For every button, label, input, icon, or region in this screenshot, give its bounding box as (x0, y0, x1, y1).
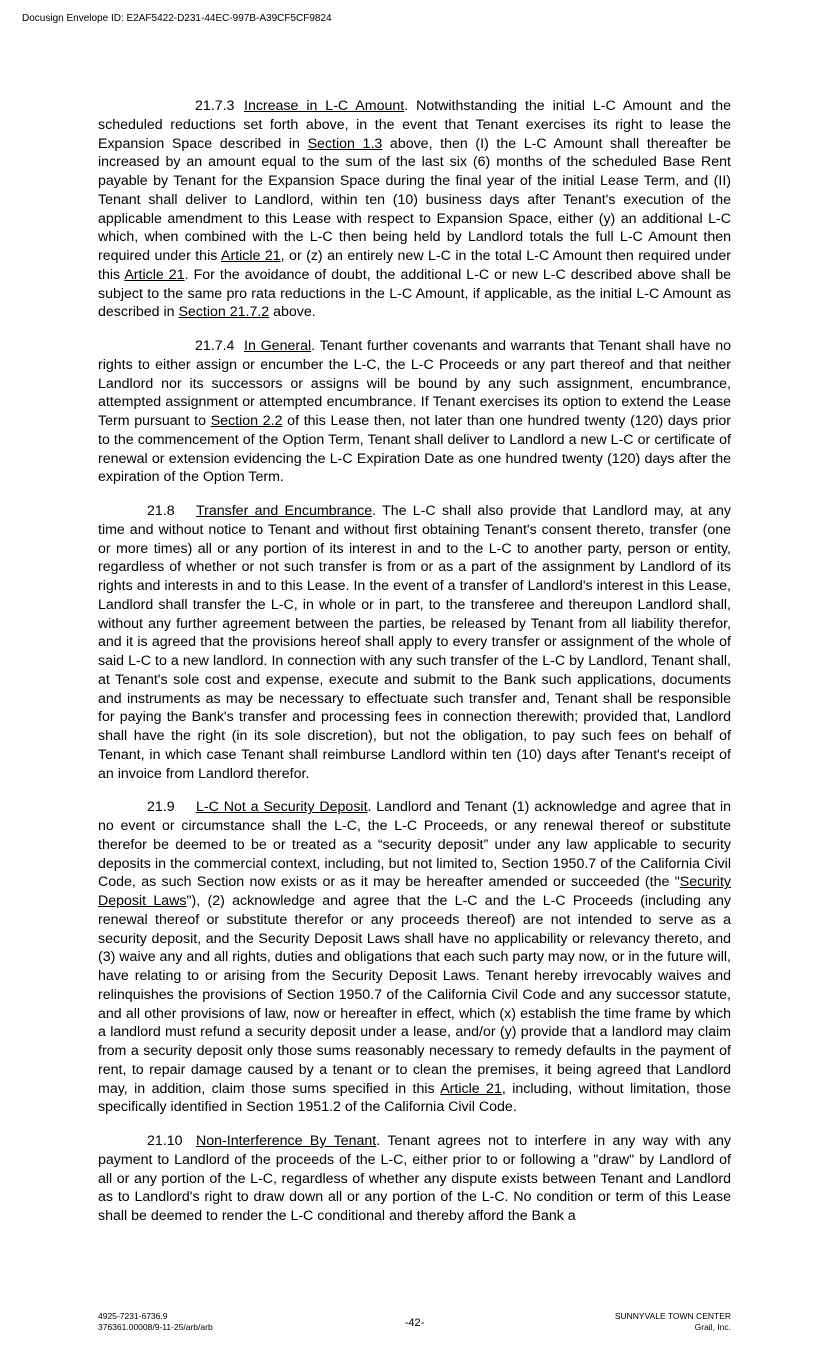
section-number: 21.7.4 (195, 338, 235, 354)
section-heading: In General (244, 338, 312, 354)
footer-right (615, 1311, 731, 1332)
section-number: 21.10 (147, 1133, 183, 1149)
footer-party: Grail, Inc. (694, 1321, 731, 1332)
section-text: above, then (I) the L-C Amount shall thereafter be increased by an amount equal to the sum of the last six (6) months of the scheduled Base Rent payable by Tenant for the Expansion Space during the final year of the initial Lease Term, and (II) Tenant shall deliver to Landlord, within ten (10) business days after Tenant's execution of the applicable amendment to this Lease with respect to Expansion Space, either (y) an additional L-C which, when combined with the L-C then being held by Landlord totals the full L-C Amount then required under this (98, 135, 731, 264)
section-heading: Non-Interference By Tenant (196, 1133, 377, 1149)
section-heading: Transfer and Encumbrance (196, 503, 373, 519)
section-number: 21.7.3 (195, 98, 235, 114)
footer-doc-id: 4925-7231-6736.9 (98, 1311, 168, 1321)
section-text: . The L-C shall also provide that Landlord may, at any time and without notice to Tenant and without first obtaining Tenant's consent thereto, transfer (one or more times) all or any portion of its interest in and to the L-C to another party, person or entity, regardless of whether or not such transfer is from or as a part of the assignment by Landlord of its rights and interests in and to this Lease. In the event of a transfer of Landlord's interest in this Lease, Landlord shall transfer the L-C, in whole or in part, to the transferee and thereupon Landlord shall, without any further agreement between the parties, be released by Tenant from all liability therefor, and it is agreed that the provisions hereof shall apply to every transfer or assignment of the whole of said L-C to a new landlord. In connection with any such transfer of the L-C by Landlord, Tenant shall, at Tenant's sole cost and expense, execute and submit to the Bank such applications, documents and instruments as may be necessary to effectuate such transfer and, Tenant shall be responsible for paying the Bank's transfer and processing fees in connection therewith; provided that, Landlord shall have the right (in its sole discretion), but not the obligation, to pay such fees on behalf of Tenant, in which case Tenant shall reimburse Landlord within ten (10) days after Tenant's receipt of an invoice from Landlord therefor. (98, 503, 731, 782)
section-reference: Section 2.2 (210, 413, 283, 429)
section-number: 21.8 (147, 503, 175, 519)
section-21-7-3 (98, 97, 731, 322)
section-text: above. (269, 304, 316, 321)
section-text: . Tenant agrees not to interfere in any way with any payment to Landlord of the proceeds of the L-C, either prior to or following a "draw" by Landlord of all or any portion of the L-C, regardless of whether any dispute exists between Tenant and Landlord as to Landlord's right to draw down all or any portion of the L-C. No condition or term of this Lease shall be deemed to render the L-C conditional and thereby afford the Bank a (98, 1133, 731, 1224)
section-text: of this Lease then, not later than one hundred twenty (120) days prior to the commencement of the Option Term, Tenant shall deliver to Landlord a new L-C or certificate of renewal or extension evidencing the L-C Expiration Date as one hundred twenty (120) days after the expiration of the Option Term. (98, 413, 731, 486)
article-reference: Article 21 (124, 266, 185, 283)
section-21-10 (98, 1132, 731, 1226)
section-text: . Tenant further covenants and warrants that Tenant shall have no rights to either assign or encumber the L-C, the L-C Proceeds or any part thereof and that neither Landlord nor its successors or assigns will be bound by any such assignment, encumbrance, attempted assignment or attempted encumbrance. If Tenant exercises its option to extend the Lease Term pursuant to (98, 338, 731, 429)
section-text: , including, without limitation, those specifically identified in Section 1951.2 of the California Civil Code. (98, 1080, 732, 1116)
document-body (98, 97, 731, 1241)
footer-project: SUNNYVALE TOWN CENTER (614, 1311, 731, 1321)
section-text: , or (z) an entirely new L-C in the total L-C Amount then required under this (98, 248, 731, 283)
section-text: . Landlord and Tenant (1) acknowledge and agree that in no event or circumstance shall the L-C, the L-C Proceeds, or any renewal thereof or substitute therefor be deemed to be or treated as a “security deposit” under any law applicable to security deposits in the commercial context, including, but not limited to, Section 1950.7 of the California Civil Code, as such Section now exists or as it may be hereafter amended or succeeded (the " (98, 799, 731, 891)
article-reference: Article 21 (440, 1080, 502, 1097)
envelope-id: Docusign Envelope ID: E2AF5422-D231-44EC-997B-A39CF5CF9824 (22, 13, 332, 24)
section-heading: L-C Not a Security Deposit (196, 799, 368, 816)
footer-ref: 376361.00008/9-11-25/arb/arb (98, 1321, 213, 1332)
section-text: . Notwithstanding the initial L-C Amount and the scheduled reductions set forth above, in the event that Tenant exercises its right to lease the Expansion Space described in (98, 98, 731, 152)
section-21-7-4 (98, 337, 731, 487)
section-21-9 (98, 798, 731, 1117)
defined-term: Security Deposit Laws (98, 874, 731, 909)
section-text: . For the avoidance of doubt, the additional L-C or new L-C described above shall be subject to the same pro rata reductions in the L-C Amount, if applicable, as the initial L-C Amount as described in (98, 266, 732, 321)
section-heading: Increase in L-C Amount (244, 98, 405, 114)
section-reference: Section 1.3 (307, 135, 383, 152)
page-number: -42- (404, 1317, 425, 1329)
section-reference: Section 21.7.2 (178, 304, 270, 321)
section-number: 21.9 (147, 799, 175, 816)
section-text: "), (2) acknowledge and agree that the L-C and the L-C Proceeds (including any renewal thereof or substitute therefor or any proceeds thereof) are not intended to serve as a security deposit, and the Security Deposit Laws shall have no applicability or relevancy thereto, and (3) waive any and all rights, duties and obligations that each such party may now, or in the future will, have relating to or arising from the Security Deposit Laws. Tenant hereby irrevocably waives and relinquishes the provisions of Section 1950.7 of the California Civil Code and any successor statute, and all other provisions of law, now or hereafter in effect, which (x) establish the time frame by which a landlord must refund a security deposit under a lease, and/or (y) provide that a landlord may claim from a security deposit only those sums reasonably necessary to remedy defaults in the payment of rent, to repair damage caused by a tenant or to clean the premises, it being agreed that Landlord may, in addition, claim those sums specified in this (98, 893, 731, 1097)
article-reference: Article 21 (221, 248, 281, 264)
section-21-8 (98, 502, 731, 783)
